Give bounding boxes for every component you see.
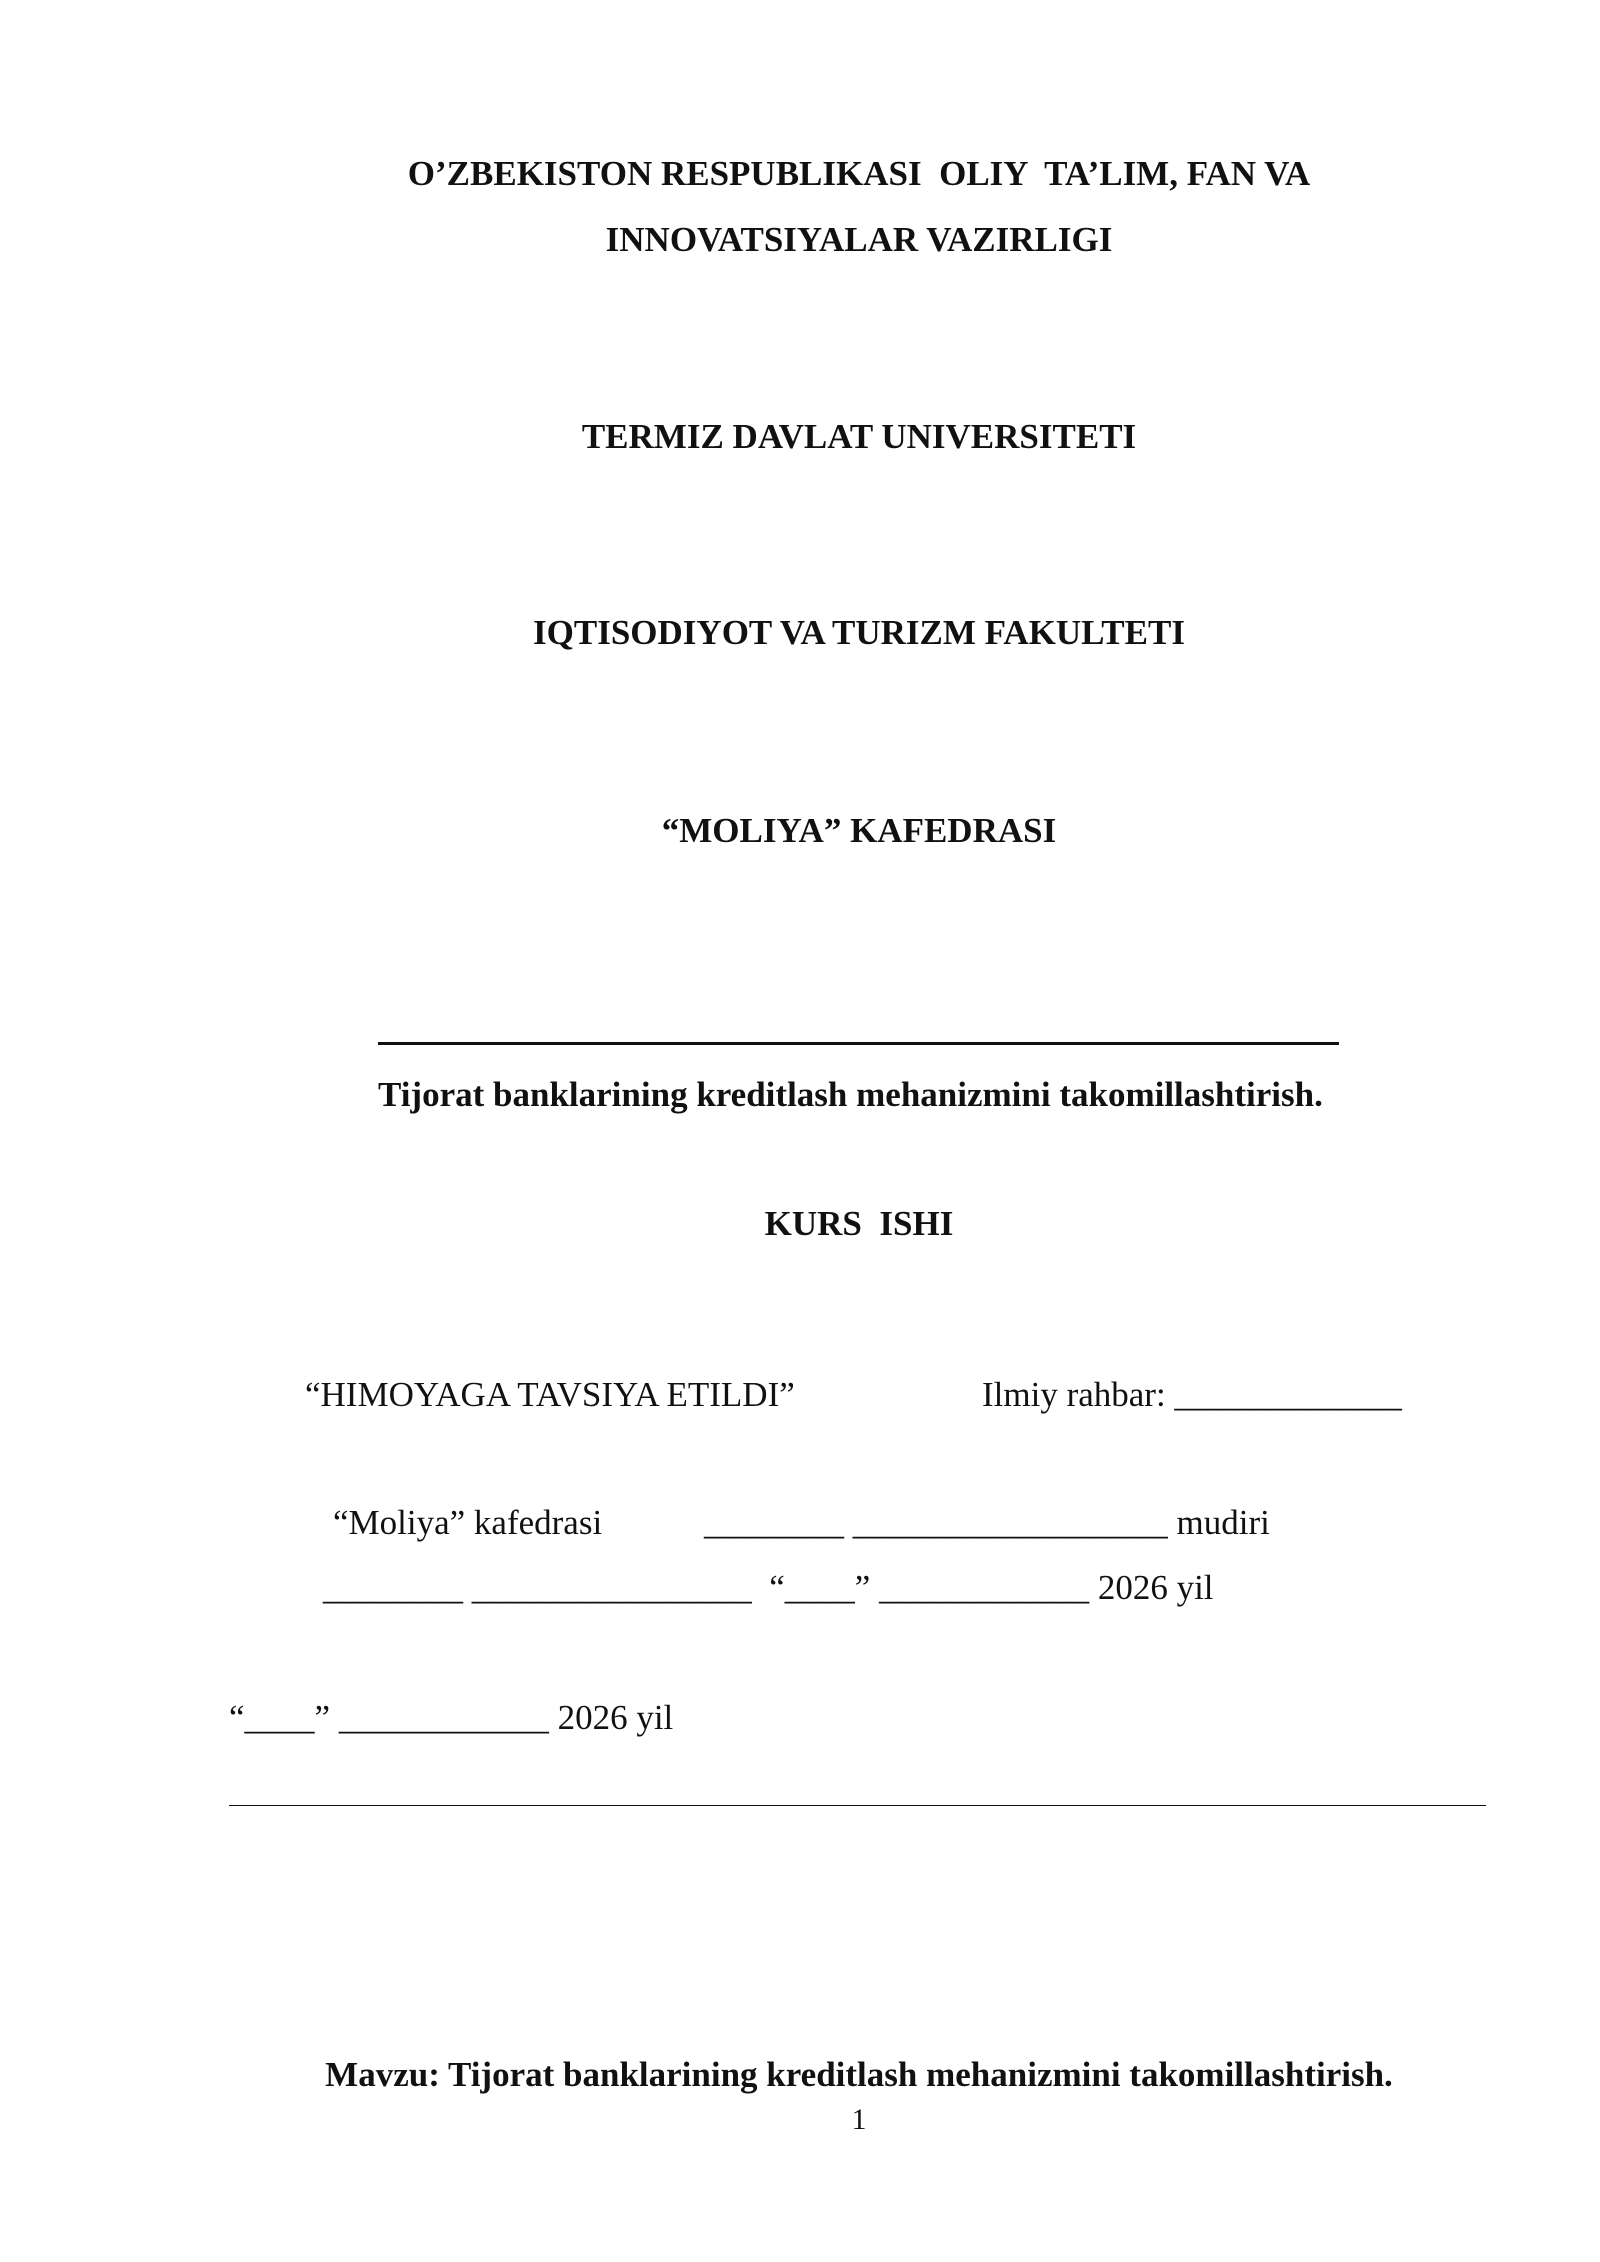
ministry-line-1: O’ZBEKISTON RESPUBLIKASI OLIY TA’LIM, FAN VA (407, 154, 1311, 193)
supervisor-label: Ilmiy rahbar: _____________ (982, 1375, 1402, 1414)
work-type: KURS ISHI (764, 1204, 954, 1243)
faculty-name: IQTISODIYOT VA TURIZM FAKULTETI (533, 613, 1185, 652)
department-name: “MOLIYA” KAFEDRASI (661, 811, 1057, 850)
date-line-1: ________ ________________ “____” ____________ 2026 yil (323, 1568, 1214, 1607)
department-label: “Moliya” kafedrasi (333, 1503, 603, 1542)
department-head-line: ________ __________________ mudiri (704, 1503, 1270, 1542)
date-line-2: “____” ____________ 2026 yil (229, 1698, 674, 1737)
university-name: TERMIZ DAVLAT UNIVERSITETI (581, 417, 1137, 456)
recommended-label: “HIMOYAGA TAVSIYA ETILDI” (305, 1375, 795, 1414)
page-number: 1 (851, 2103, 867, 2136)
subject-line: Mavzu: Tijorat banklarining kreditlash mehanizmini takomillashtirish. (325, 2055, 1393, 2094)
separator-line (229, 1805, 1486, 1806)
topic-title: Tijorat banklarining kreditlash mehanizmini takomillashtirish. (378, 1075, 1323, 1114)
ministry-line-2: INNOVATSIYALAR VAZIRLIGI (605, 220, 1113, 259)
title-underline (378, 1042, 1339, 1045)
